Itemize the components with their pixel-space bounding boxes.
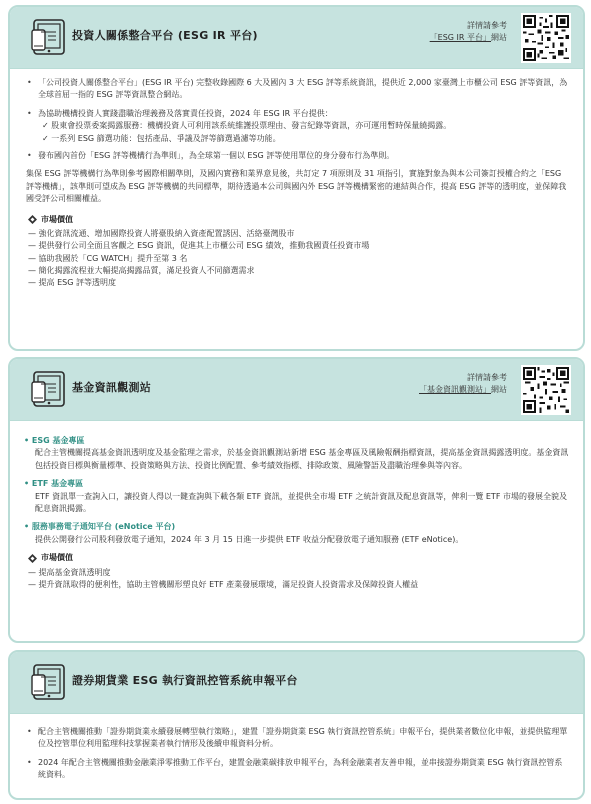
section-text: 配合主管機關提高基金資訊透明度及基金監理之需求，於基金資訊觀測站新增 ESG 基金專區及風險報酬指標資訊，提高基金資訊揭露透明度。基金資訊包括投資目標與衡量標準、投資策略與方法、投資比例配置、參考績效指標、排除政策、風險警語及盡職治理參與等內容。 [35,448,569,470]
market-value-item: — 簡化揭露流程並大幅提高揭露品質，滿足投資人不同篩選需求 [28,266,255,276]
market-value-item: — 提升資訊取得的便利性，協助主管機關形塑良好 ETF 產業發展環境，滿足投資人投資需求及保障投資人權益 [28,579,419,589]
card-title: 基金資訊觀測站 [72,381,152,394]
card-title: 投資人關係整合平台 (ESG IR 平台) [72,29,258,42]
fund-info-link[interactable]: 「基金資訊觀測站」 [419,384,491,394]
device-icon [30,370,68,408]
list-item: • 2024 年配合主管機關推動金融業淨零推動工作平台，建置金融業碳排放申報平台，為利金融業者友善申報，並串接證券期貨業 ESG 執行資訊控管系統資料。 [24,757,569,782]
market-value-item: — 強化資訊流通、增加國際投資人將臺股納入資產配置誘因、活絡臺灣股市 [28,228,295,238]
ref-suffix: 網站 [491,32,507,42]
section-title: 服務事務電子通知平台 (eNotice 平台) [31,522,176,532]
esg-reporting-card [8,650,585,800]
section-title: ESG 基金專區 [31,436,85,445]
section-text: ETF 資訊單一查詢入口，讓投資人得以一鍵查詢與下載各類 ETF 資訊，並提供全市場 ETF 之統計資訊及配息資訊等，俾利一覽 ETF 市場的發展全貌及配息資訊揭露。 [35,491,567,513]
diamond-bullet-icon [28,215,37,224]
device-icon [30,18,68,56]
reference-note [430,20,507,43]
list-item: • 發布國內首份「ESG 評等機構行為準則」，為全球第一個以 ESG 評等使用單位的身分發布行為準則。 [24,150,569,162]
section-text: 提供公開發行公司股利發放電子通知，2024 年 3 月 15 日進一步提供 ETF 收益分配發放電子通知服務 (ETF eNotice)。 [35,534,464,544]
diamond-bullet-icon [28,554,37,563]
card-body [10,421,583,599]
card-header [10,359,583,421]
esg-ir-link[interactable]: 「ESG IR 平台」 [429,32,491,42]
card-header [10,652,583,714]
list-item [24,108,569,145]
card-body [10,69,583,298]
section-heading: • ESG 基金專區 [24,436,85,445]
ref-prefix: 詳情請參考 [467,21,507,30]
card-title: 證券期貨業 ESG 執行資訊控管系統申報平台 [72,674,298,687]
market-value-item: — 協助我國於「CG WATCH」提升至第 3 名 [28,253,188,263]
market-value-heading [28,552,569,564]
market-value-item: — 提高基金資訊透明度 [28,567,111,577]
list-item: • 「公司投資人關係整合平台」(ESG IR 平台) 完整收錄國際 6 大及國內 3 大 ESG 評等系統資訊，提供近 2,000 家臺灣上市櫃公司 ESG 評等資訊，為全球首屈一指的 ESG 評等資訊整合網站。 [24,77,569,102]
section-heading: • 服務事務電子通知平台 (eNotice 平台) [24,522,176,532]
market-value-title: 市場價值 [41,553,73,563]
card-header [10,7,583,69]
fund-info-card [8,357,585,643]
device-icon [30,663,68,701]
esg-ir-card [8,5,585,351]
list-item-text: • 為協助機構投資人實踐盡職治理義務及落實責任投資，2024 年 ESG IR 平台提供： [38,108,333,118]
market-value-title: 市場價值 [41,214,73,224]
market-value-item: — 提高 ESG 評等透明度 [28,278,116,288]
paragraph: 集保 ESG 評等機構行為準則參考國際相關準則，及國內實務和業界意見後，共訂定 7 項原則及 31 項指引，實施對象為與本公司簽訂授權合約之「ESG 評等機構」，該準則可望成為 ESG 評等機構的共同標準，期待透過本公司與國內外 ESG 評等機構緊密的連結與合作，提高 ESG 評等的透明度，並保障我國受評公司相關權益。 [26,169,567,204]
market-value-heading [28,214,569,226]
reference-note [419,372,507,395]
card-body [10,714,583,796]
qr-code[interactable] [521,13,571,63]
list-item: • 配合主管機關推動「證券期貨業永續發展轉型執行策略」，建置「證券期貨業 ESG 執行資訊控管系統」申報平台，提供業者數位化申報，並提供監理單位及控管單位利用監理科技掌握業者執行情形及後續申報資料分析。 [24,726,569,751]
section-title: ETF 基金專區 [31,479,84,489]
ref-suffix: 網站 [491,384,507,394]
check-item: ✓ 一系列 ESG 篩選功能：包括產品、爭議及評等篩選過濾等功能。 [42,133,281,143]
ref-prefix: 詳情請參考 [467,373,507,382]
check-item: ✓ 股東會投票委案揭露服務：機構投資人可利用該系統維護投票理由、發言紀錄等資訊，亦可運用暫時保量繞揭露。 [42,121,452,131]
section-heading: • ETF 基金專區 [24,479,84,489]
market-value-item: — 提供發行公司全面且客觀之 ESG 資訊，促進其上市櫃公司 ESG 績效，推動我國責任投資市場 [28,241,370,251]
qr-code[interactable] [521,365,571,415]
